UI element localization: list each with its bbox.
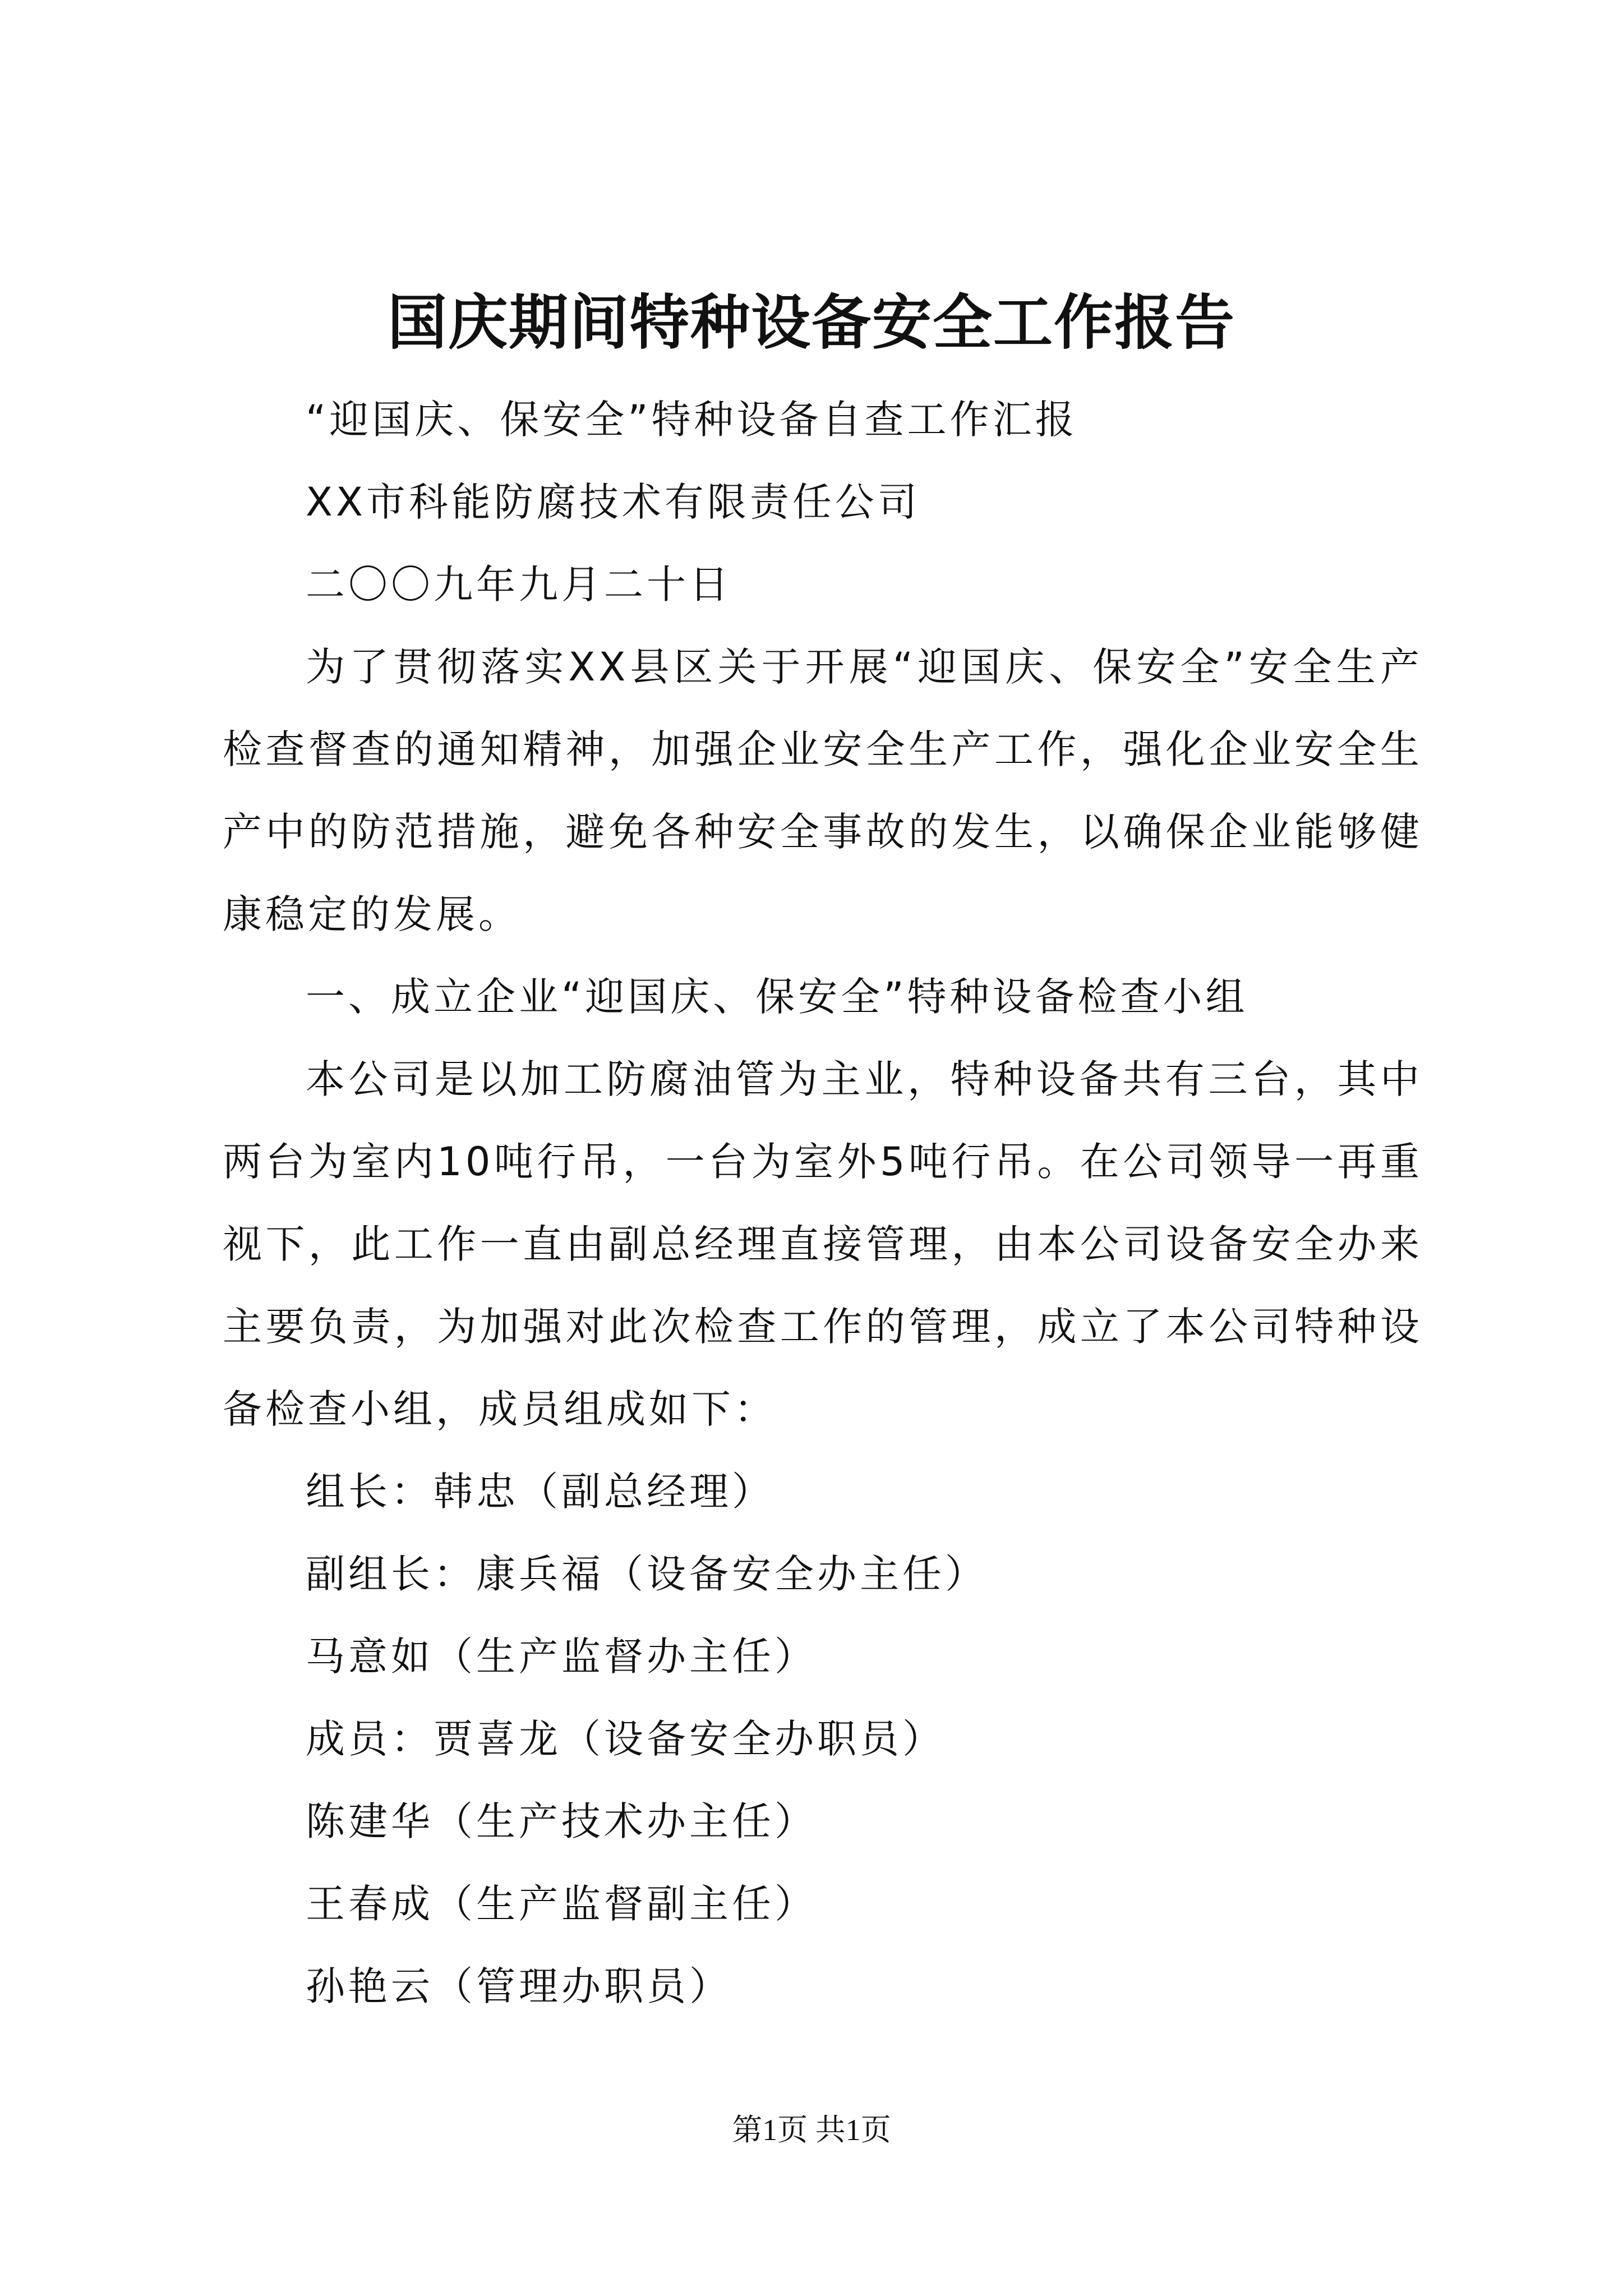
- member-line: 成员：贾喜龙（设备安全办职员）: [306, 1716, 945, 1762]
- page-number: 第1页: [732, 2113, 808, 2147]
- body-paragraph: 本公司是以加工防腐油管为主业，特种设备共有三台，其中两台为室内10吨行吊，一台为室外5吨行吊。在公司领导一再重视下，此工作一直由副总经理直接管理，由本公司设备安全办来主要负责，为加强对此次检查工作的管理，成立了本公司特种设备检查小组，成员组成如下：: [223, 1056, 1423, 1432]
- member-line: 陈建华（生产技术办主任）: [306, 1798, 817, 1844]
- member-line: 副组长：康兵福（设备安全办主任）: [306, 1551, 988, 1597]
- section-heading: 一、成立企业“迎国庆、保安全”特种设备检查小组: [306, 974, 1248, 1020]
- company-name-paragraph: XX市科能防腐技术有限责任公司: [306, 479, 920, 525]
- document-body: [223, 379, 1423, 2028]
- member-line: 孙艳云（管理办职员）: [306, 1963, 732, 2009]
- intro-paragraph: 为了贯彻落实XX县区关于开展“迎国庆、保安全”安全生产检查督查的通知精神，加强企业安全生产工作，强化企业安全生产中的防范措施，避免各种安全事故的发生，以确保企业能够健康稳定的发展。: [223, 644, 1423, 937]
- date-paragraph: 二〇〇九年九月二十日: [306, 562, 732, 608]
- member-line: 马意如（生产监督办主任）: [306, 1634, 817, 1680]
- subtitle-paragraph: “迎国庆、保安全”特种设备自查工作汇报: [306, 397, 1078, 443]
- member-line: 组长：韩忠（副总经理）: [306, 1469, 774, 1515]
- page-footer: [0, 2110, 1623, 2150]
- document-title: 国庆期间特种设备安全工作报告: [388, 287, 1235, 357]
- member-line: 王春成（生产监督副主任）: [306, 1881, 817, 1927]
- page-total: 共1页: [815, 2113, 891, 2147]
